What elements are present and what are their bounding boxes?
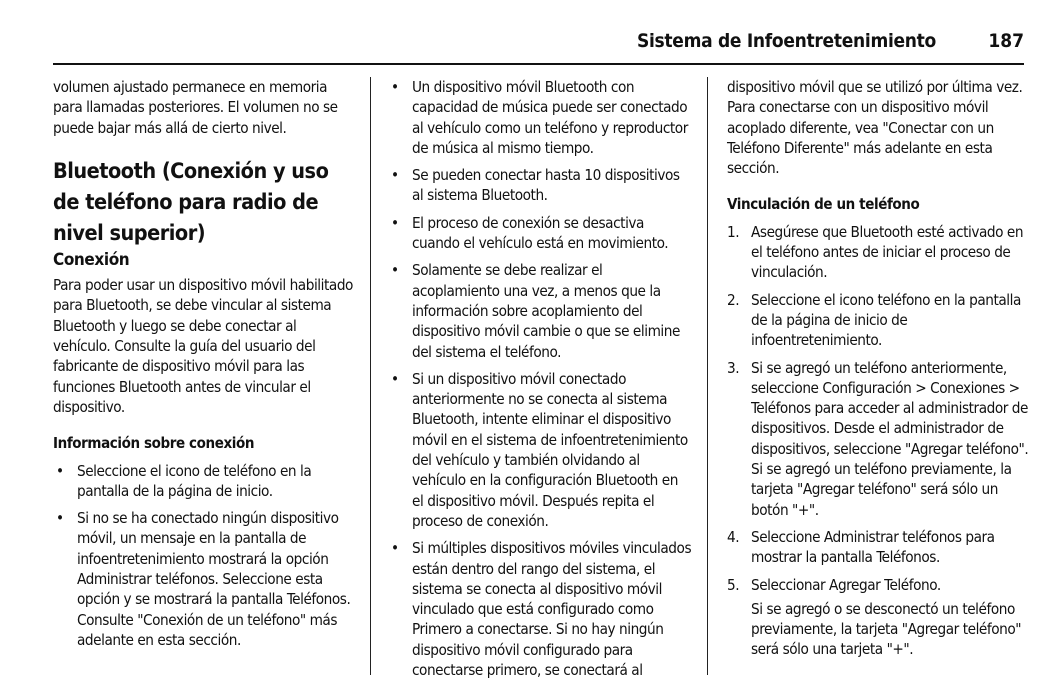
header-divider — [53, 63, 1024, 65]
step-5-note: Si se agregó o se desconectó un teléfono previamente, la tarjeta "Agregar teléfono" será sólo una tarjeta "+". — [751, 599, 1022, 659]
section-heading: Bluetooth (Conexión y uso de teléfono para radio de nivel superior) — [53, 158, 329, 246]
step-number: 4. — [727, 527, 740, 546]
pairing-steps-list — [727, 222, 1032, 595]
pairing-heading: Vinculación de un teléfono — [727, 195, 920, 214]
step-item — [727, 575, 1032, 595]
bullet-icon: • — [56, 509, 64, 528]
step-number: 5. — [727, 575, 740, 594]
step-item — [727, 527, 1032, 568]
step-number: 2. — [727, 290, 740, 309]
list-item-text: Solamente se debe realizar el acoplamiento una vez, a menos que la información sobre acoplamiento del dispositivo móvil cambie o que se elimine del sistema el teléfono. — [412, 261, 680, 361]
bullet-icon: • — [56, 461, 64, 480]
list-item-text: Si no se ha conectado ningún dispositivo móvil, un mensaje en la pantalla de infoentretenimiento mostrará la opción Administrar teléfonos. Seleccione esta opción y se mostrará la pantalla Teléfonos. Consulte "Conexión de un teléfono" más adelante en esta sección. — [77, 509, 351, 649]
info-heading: Información sobre conexión — [53, 434, 255, 453]
step-number: 1. — [727, 222, 740, 241]
bullet-icon: • — [391, 166, 399, 185]
list-item — [388, 538, 693, 680]
bullet-icon: • — [391, 78, 399, 96]
conexion-paragraph: Para poder usar un dispositivo móvil habilitado para Bluetooth, se debe vincular al sistema Bluetooth y luego se debe conectar al vehículo. Consulte la guía del usuario del fabricante de dispositivo móvil para las funciones Bluetooth antes de vincular el dispositivo. — [53, 276, 353, 416]
list-item-text: Se pueden conectar hasta 10 dispositivos al sistema Bluetooth. — [412, 166, 680, 205]
step-text: Si se agregó un teléfono anteriormente, seleccione Configuración > Conexiones > Teléfonos para acceder al administrador de dispositivos. Desde el administrador de dispositivos, seleccione "Agregar teléfono". Si se agregó un teléfono previamente, la tarjeta "Agregar teléfono" será sólo un botón "+". — [751, 358, 1029, 519]
list-item — [388, 77, 693, 158]
continuation-paragraph: dispositivo móvil que se utilizó por última vez. Para conectarse con un dispositivo móvil acoplado diferente, vea "Conectar con un Teléfono Diferente" más adelante en esta sección. — [727, 78, 1023, 178]
step-text: Seleccionar Agregar Teléfono. — [751, 575, 941, 594]
list-item-text: Si múltiples dispositivos móviles vinculados están dentro del rango del sistema, el sistema se conecta al dispositivo móvil vinculado que está configurado como Primero a conectarse. Si no hay ningún dispositivo móvil configurado para conectarse primero, se conectará al — [412, 539, 692, 680]
list-item-text: Si un dispositivo móvil conectado anteriormente no se conecta al sistema Bluetooth, intente eliminar el dispositivo móvil en el sistema de infoentretenimiento del vehículo y también olvidando al vehículo en la configuración Bluetooth en el dispositivo móvil. Después repita el proceso de conexión. — [412, 369, 688, 530]
conexion-heading: Conexión — [53, 249, 130, 270]
page-number: 187 — [988, 30, 1024, 52]
column-2 — [388, 77, 693, 687]
intro-paragraph: volumen ajustado permanece en memoria para llamadas posteriores. El volumen no se puede bajar más allá de cierto nivel. — [53, 78, 338, 137]
step-item — [727, 222, 1032, 283]
bullet-icon: • — [391, 539, 399, 558]
list-item — [388, 260, 693, 361]
step-number: 3. — [727, 358, 740, 377]
column-1 — [53, 77, 353, 657]
info-bullet-list — [53, 461, 353, 651]
list-item — [388, 213, 693, 254]
bullet-icon: • — [391, 213, 399, 232]
list-item — [388, 165, 693, 206]
column-3 — [727, 77, 1032, 660]
list-item — [53, 461, 353, 502]
column-divider-2 — [707, 77, 708, 675]
column-divider-1 — [370, 77, 371, 675]
list-item-text: El proceso de conexión se desactiva cuando el vehículo está en movimiento. — [412, 213, 669, 253]
list-item — [388, 369, 693, 531]
step-item — [727, 290, 1032, 351]
list-item — [53, 508, 353, 650]
list-item-text: Un dispositivo móvil Bluetooth con capacidad de música puede ser conectado al vehículo como un teléfono y reproductor de música al mismo tiempo. — [412, 78, 688, 157]
step-text: Seleccione el icono teléfono en la pantalla de la página de inicio de infoentretenimiento. — [751, 290, 1021, 350]
connection-bullet-list — [388, 77, 693, 680]
step-text: Seleccione Administrar teléfonos para mostrar la pantalla Teléfonos. — [751, 527, 995, 567]
bullet-icon: • — [391, 261, 399, 280]
page-header-title: Sistema de Infoentretenimiento — [636, 30, 936, 52]
step-text: Asegúrese que Bluetooth esté activado en el teléfono antes de iniciar el proceso de vinculación. — [751, 222, 1024, 282]
step-item — [727, 358, 1032, 520]
list-item-text: Seleccione el icono de teléfono en la pantalla de la página de inicio. — [77, 461, 312, 500]
bullet-icon: • — [391, 369, 399, 388]
